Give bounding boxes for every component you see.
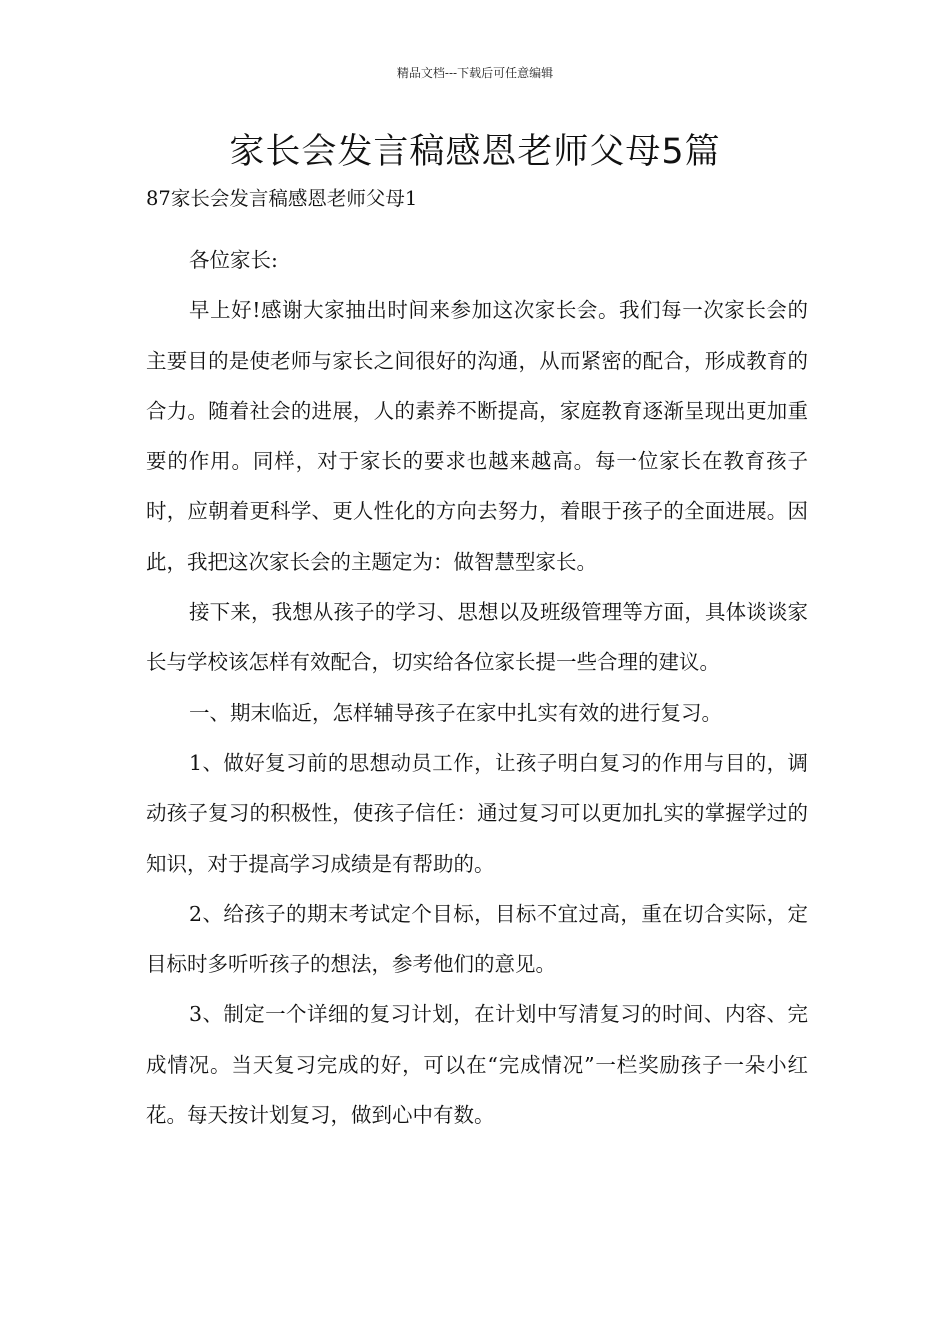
paragraph-item-3: 3、制定一个详细的复习计划，在计划中写清复习的时间、内容、完成情况。当天复习完成的好，可以在“完成情况”一栏奖励孩子一朵小红花。每天按计划复习，做到心中有数。 bbox=[146, 1002, 808, 1128]
paragraph-section-1: 一、期末临近，怎样辅导孩子在家中扎实有效的进行复习。 bbox=[189, 700, 723, 725]
document-subtitle: 87家长会发言稿感恩老师父母1 bbox=[146, 187, 418, 210]
paragraph-intro: 早上好!感谢大家抽出时间来参加这次家长会。我们每一次家长会的主要目的是使老师与家长之间很好的沟通，从而紧密的配合，形成教育的合力。随着社会的进展，人的素养不断提高，家庭教育逐渐呈现出更加重要的作用。同样，对于家长的要求也越来越高。每一位家长在教育孩子时，应朝着更科学、更人性化的方向去努力，着眼于孩子的全面进展。因此，我把这次家长会的主题定为：做智慧型家长。 bbox=[146, 298, 808, 574]
paragraph-next: 接下来，我想从孩子的学习、思想以及班级管理等方面，具体谈谈家长与学校该怎样有效配合，切实给各位家长提一些合理的建议。 bbox=[146, 600, 808, 675]
paragraph-item-2: 2、给孩子的期末考试定个目标，目标不宜过高，重在切合实际，定目标时多听听孩子的想法，参考他们的意见。 bbox=[146, 901, 808, 977]
paragraph-greeting: 各位家长: bbox=[189, 248, 278, 272]
paragraph-item-1: 1、做好复习前的思想动员工作，让孩子明白复习的作用与目的，调动孩子复习的积极性，使孩子信任：通过复习可以更加扎实的掌握学过的知识，对于提高学习成绩是有帮助的。 bbox=[146, 750, 808, 876]
page-header: 精品文档---下载后可任意编辑 bbox=[396, 66, 554, 80]
document-title: 家长会发言稿感恩老师父母5篇 bbox=[229, 132, 721, 172]
document-body bbox=[146, 235, 808, 1140]
